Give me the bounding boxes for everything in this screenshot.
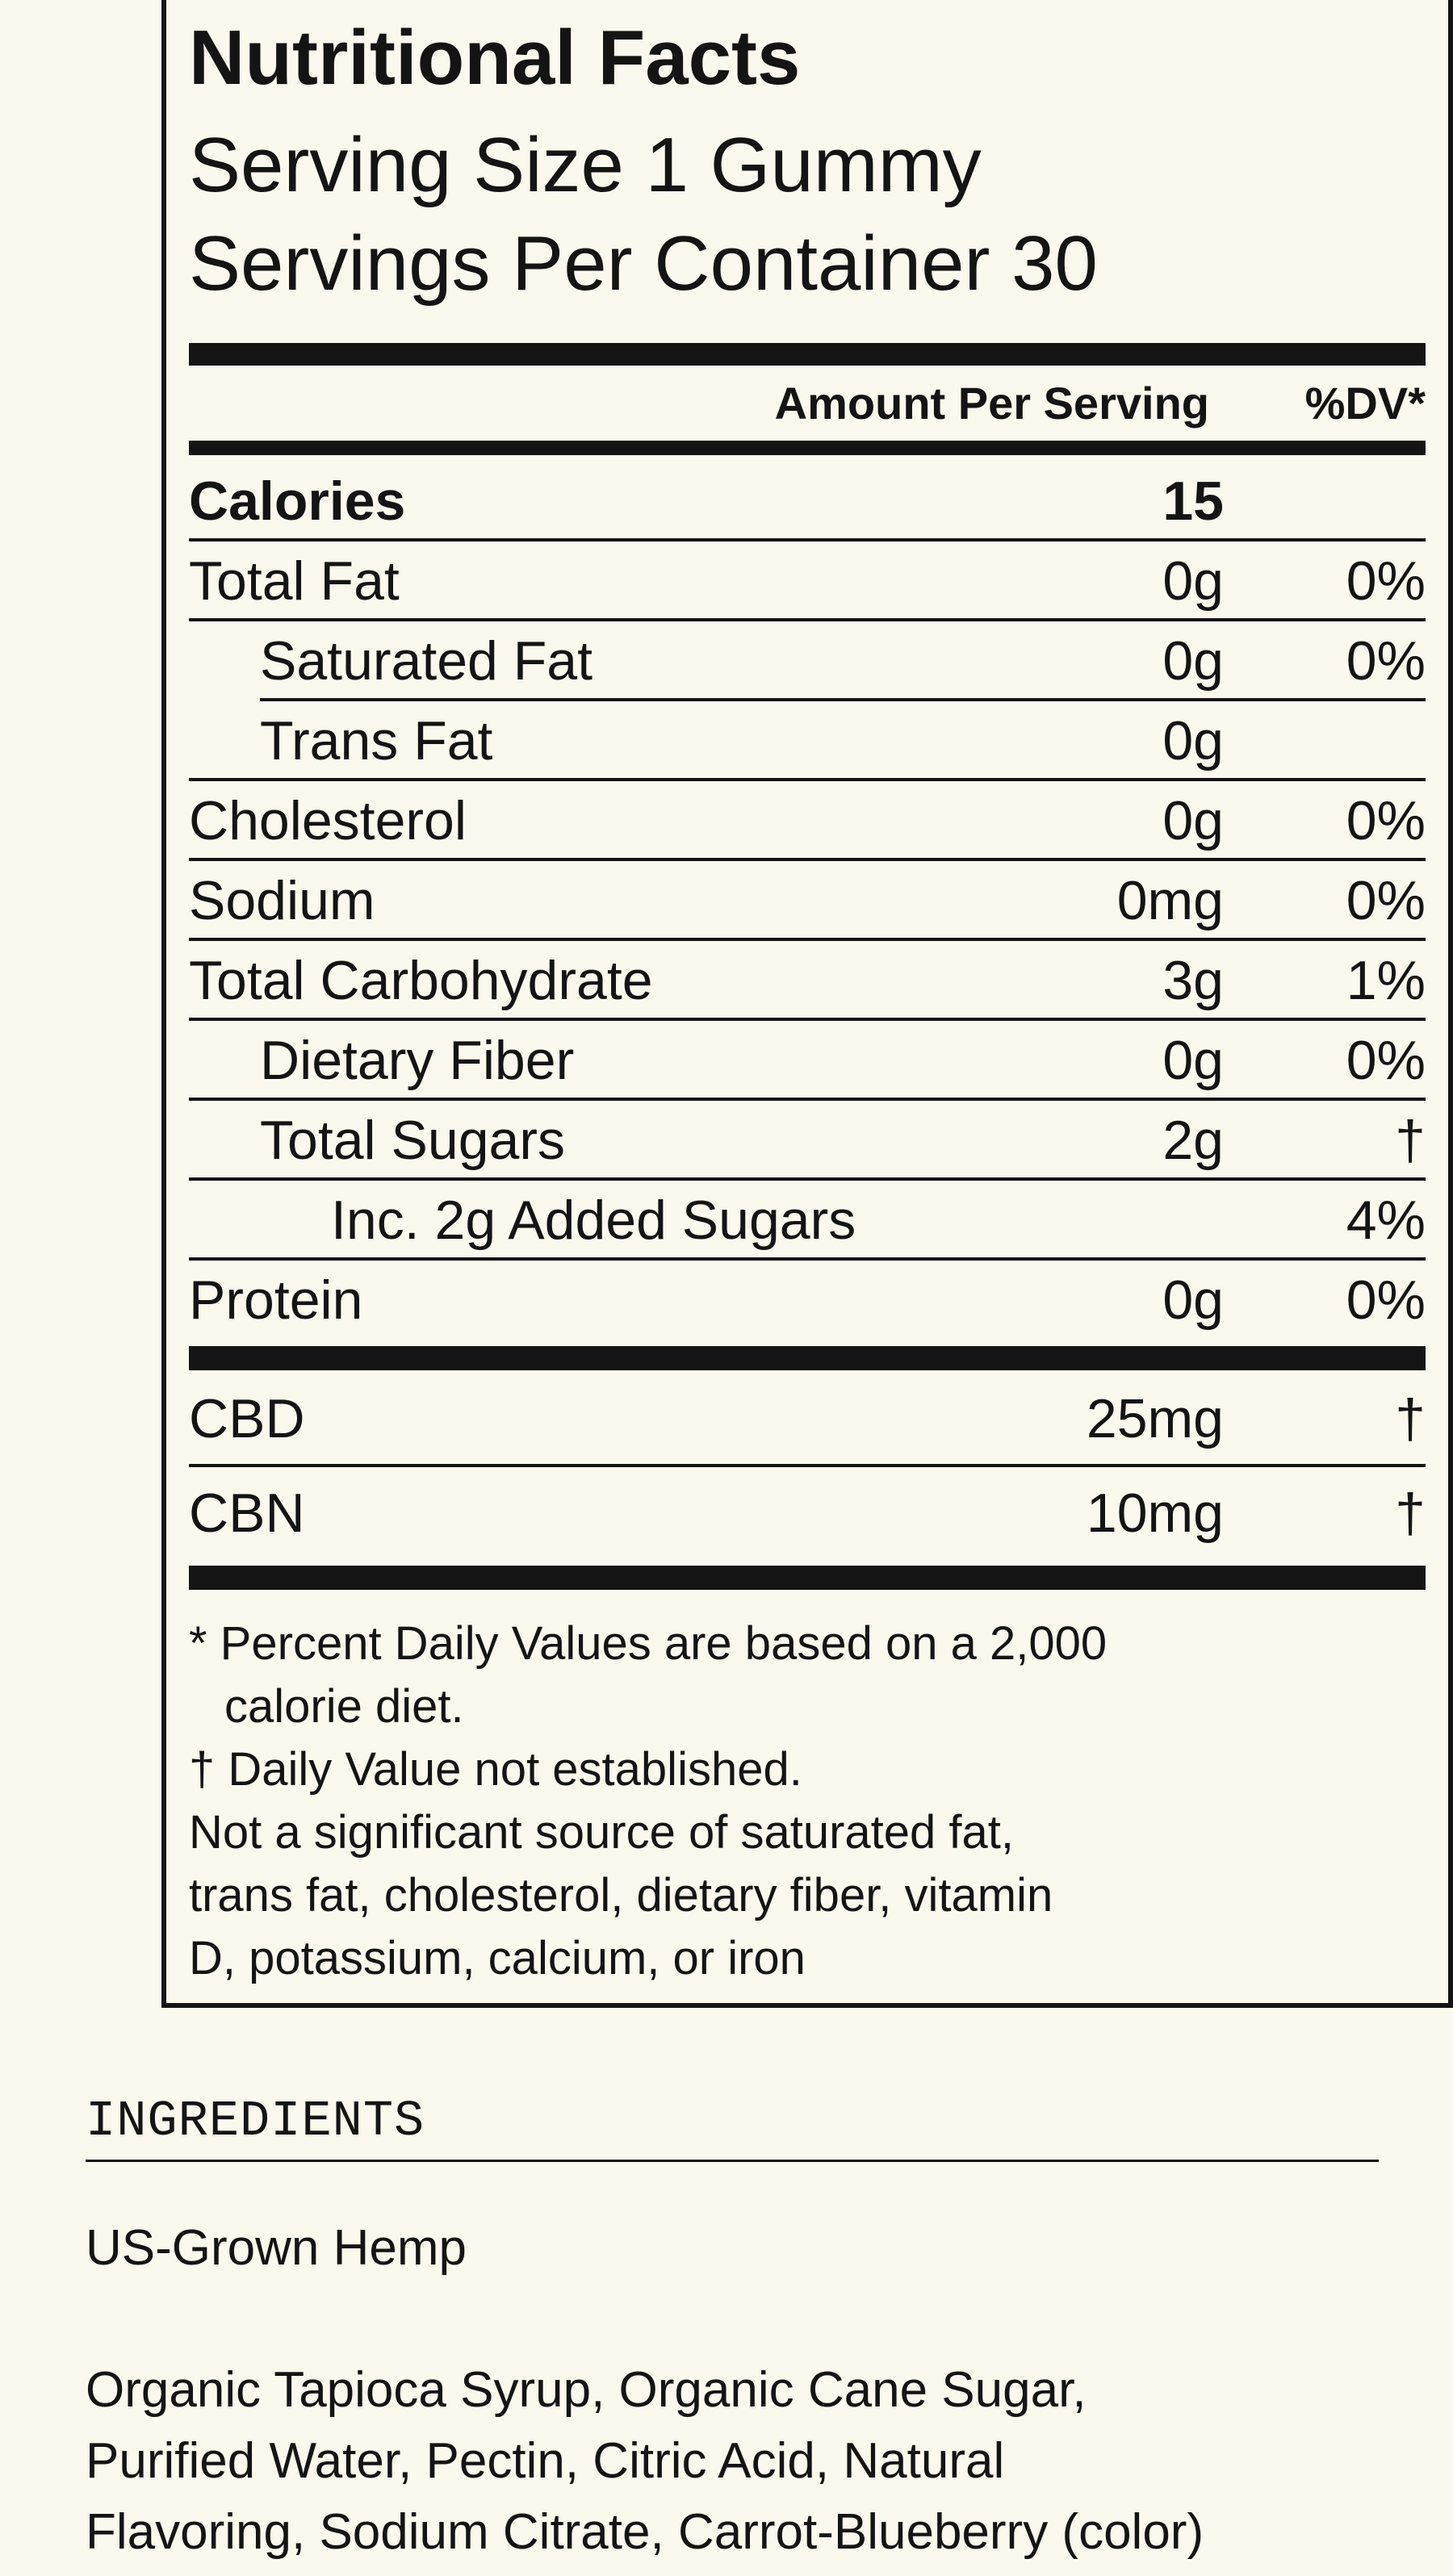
nutrient-row-dietary-fiber xyxy=(189,1021,1426,1100)
nutrient-dv: 0% xyxy=(1346,1269,1426,1331)
nutrient-row-total-carbohydrate xyxy=(189,941,1426,1020)
footnote-dv-cont: calorie diet. xyxy=(224,1680,464,1733)
nutrient-amount: 0g xyxy=(1162,790,1224,851)
servings-per-container: Servings Per Container 30 xyxy=(189,220,1098,307)
nutrient-amount: 0g xyxy=(1162,630,1224,692)
ingredients-divider xyxy=(86,2160,1379,2162)
nutrient-amount: 0g xyxy=(1162,1030,1224,1091)
nutrient-amount: 0g xyxy=(1162,550,1224,612)
footnote-dagger: † Daily Value not established. xyxy=(189,1743,802,1796)
medium-divider xyxy=(189,441,1426,455)
footnote-not-significant-end: D, potassium, calcium, or iron xyxy=(189,1932,806,1984)
nutrient-amount: 0g xyxy=(1162,1269,1224,1331)
nutrient-label: Dietary Fiber xyxy=(260,1030,575,1091)
nutrient-amount: 25mg xyxy=(1086,1388,1224,1449)
nutrient-label: Trans Fat xyxy=(260,710,493,772)
thick-divider xyxy=(189,343,1426,366)
nutrient-label: Total Carbohydrate xyxy=(189,950,653,1011)
nutrient-dv: † xyxy=(1395,1388,1426,1449)
ingredients-heading: INGREDIENTS xyxy=(86,2093,425,2150)
nutrient-label: Total Sugars xyxy=(260,1110,565,1171)
nutrient-row-total-fat xyxy=(189,542,1426,621)
nutrient-dv: 4% xyxy=(1346,1190,1426,1251)
nutrient-label: Saturated Fat xyxy=(260,630,593,692)
nutrient-amount: 2g xyxy=(1162,1110,1224,1171)
nutrient-row-saturated-fat xyxy=(189,621,1426,700)
nutrient-row-trans-fat xyxy=(189,701,1426,780)
thick-divider xyxy=(189,1346,1426,1370)
nutrient-label: Inc. 2g Added Sugars xyxy=(331,1190,856,1251)
nutrient-amount: 3g xyxy=(1162,950,1224,1011)
serving-size: Serving Size 1 Gummy xyxy=(189,122,982,208)
nutrient-row-cholesterol xyxy=(189,781,1426,860)
nutrient-dv: 1% xyxy=(1346,950,1426,1011)
nutrient-label: Sodium xyxy=(189,870,375,931)
header-amount-per-serving: Amount Per Serving xyxy=(774,378,1209,429)
nutrient-label: Protein xyxy=(189,1269,363,1331)
nutrient-label: CBD xyxy=(189,1388,305,1449)
nutrient-dv: 0% xyxy=(1346,550,1426,612)
header-dv: %DV* xyxy=(1304,378,1426,429)
nutrient-dv: † xyxy=(1395,1110,1426,1171)
nutrient-dv: 0% xyxy=(1346,790,1426,851)
nutrient-row-sodium xyxy=(189,861,1426,940)
nutrient-dv: 0% xyxy=(1346,1030,1426,1091)
nutrient-label: Cholesterol xyxy=(189,790,467,851)
ingredient-list-line: Purified Water, Pectin, Citric Acid, Natural xyxy=(86,2433,1005,2489)
nutrient-amount: 15 xyxy=(1162,470,1224,532)
nutrition-facts-panel xyxy=(161,0,1453,2008)
footnote-not-significant: Not a significant source of saturated fat, xyxy=(189,1806,1014,1859)
nutrient-label: Total Fat xyxy=(189,550,400,612)
nutrient-row-total-sugars xyxy=(189,1101,1426,1180)
ingredient-hemp: US-Grown Hemp xyxy=(86,2220,467,2276)
nutrient-amount: 10mg xyxy=(1086,1482,1224,1544)
nutrient-dv: † xyxy=(1395,1482,1426,1544)
nutrient-dv: 0% xyxy=(1346,630,1426,692)
nutrient-amount: 0g xyxy=(1162,710,1224,772)
row-divider xyxy=(189,1464,1426,1467)
nutrition-title: Nutritional Facts xyxy=(189,15,801,101)
nutrient-label: Calories xyxy=(189,470,406,532)
nutrient-row-cbd xyxy=(189,1377,1426,1461)
nutrient-label: CBN xyxy=(189,1482,305,1544)
ingredient-list-line: Flavoring, Sodium Citrate, Carrot-Blueberry (color) xyxy=(86,2504,1204,2560)
thick-divider xyxy=(189,1566,1426,1590)
nutrient-row-protein xyxy=(189,1261,1426,1340)
nutrient-row-added-sugars xyxy=(189,1181,1426,1260)
footnote-dv: * Percent Daily Values are based on a 2,000 xyxy=(189,1617,1108,1670)
ingredient-list-line: Organic Tapioca Syrup, Organic Cane Sugar, xyxy=(86,2362,1087,2418)
nutrient-row-cbn xyxy=(189,1469,1426,1558)
footnote-not-significant-cont: trans fat, cholesterol, dietary fiber, vitamin xyxy=(189,1869,1053,1922)
nutrient-dv: 0% xyxy=(1346,870,1426,931)
nutrient-amount: 0mg xyxy=(1116,870,1224,931)
nutrient-row-calories xyxy=(189,462,1426,541)
